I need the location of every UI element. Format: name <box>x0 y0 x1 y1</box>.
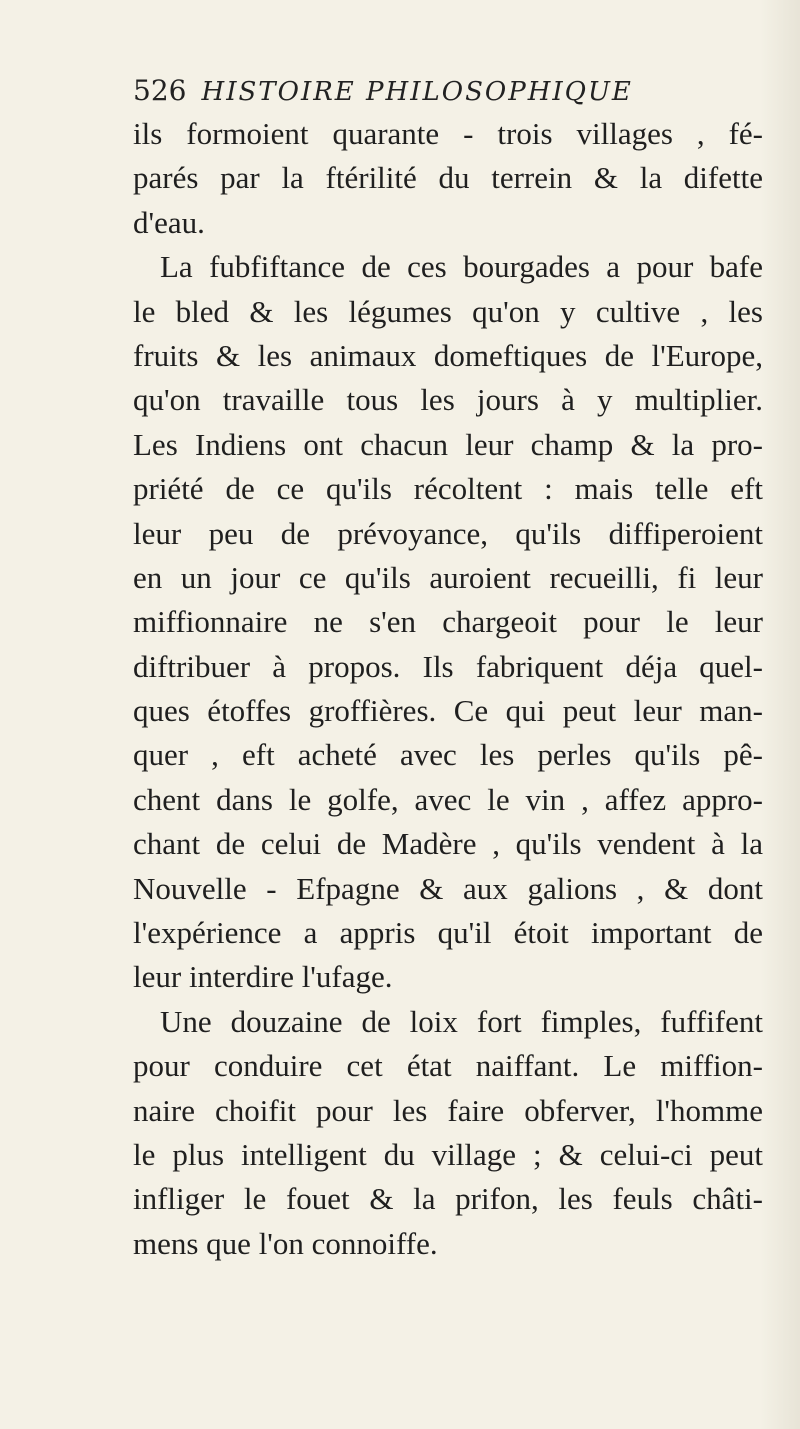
text-line: Nouvelle - Efpagne & aux galions , & dont <box>133 870 763 906</box>
text-line: parés par la ftérilité du terrein & la difette <box>133 160 763 196</box>
text-line: le bled & les légumes qu'on y cultive , les <box>133 293 763 329</box>
text-line: quer , eft acheté avec les perles qu'ils pê- <box>133 737 763 773</box>
text-line: le plus intelligent du village ; & celui-ci peut <box>133 1136 763 1172</box>
text-line: chant de celui de Madère , qu'ils vendent à la <box>133 826 763 862</box>
text-line: fruits & les animaux domeftiques de l'Europe, <box>133 337 763 373</box>
text-line: ques étoffes groffières. Ce qui peut leur man- <box>133 693 763 729</box>
text-line: naire choifit pour les faire obferver, l'homme <box>133 1092 763 1128</box>
text-line: miffionnaire ne s'en chargeoit pour le leur <box>133 604 763 640</box>
text-line: infliger le fouet & la prifon, les feuls châti- <box>133 1181 763 1217</box>
page-number: 526 <box>133 74 187 107</box>
text-line: ils formoient quarante - trois villages , fé- <box>133 116 763 151</box>
text-line: pour conduire cet état naiffant. Le miffion- <box>133 1048 763 1084</box>
text-line: qu'on travaille tous les jours à y multiplier. <box>133 382 763 418</box>
text-line: l'expérience a appris qu'il étoit important de <box>133 915 763 951</box>
running-title: HISTOIRE PHILOSOPHIQUE <box>201 77 633 107</box>
text-line: Une douzaine de loix fort fimples, fuffifent <box>160 1003 763 1039</box>
text-line: d'eau. <box>133 204 205 240</box>
page-header <box>133 74 733 114</box>
text-line: leur peu de prévoyance, qu'ils diffiperoient <box>133 515 763 551</box>
text-line: chent dans le golfe, avec le vin , affez appro- <box>133 781 763 817</box>
text-line: mens que l'on connoiffe. <box>133 1225 438 1261</box>
text-line: diftribuer à propos. Ils fabriquent déja quel- <box>133 648 763 684</box>
body-text <box>133 112 763 1266</box>
text-line: priété de ce qu'ils récoltent : mais telle eft <box>133 471 763 507</box>
text-line: leur interdire l'ufage. <box>133 959 393 995</box>
text-line: Les Indiens ont chacun leur champ & la pro- <box>133 426 763 462</box>
text-line: La fubfiftance de ces bourgades a pour bafe <box>160 249 763 285</box>
text-line: en un jour ce qu'ils auroient recueilli, fi leur <box>133 559 763 595</box>
